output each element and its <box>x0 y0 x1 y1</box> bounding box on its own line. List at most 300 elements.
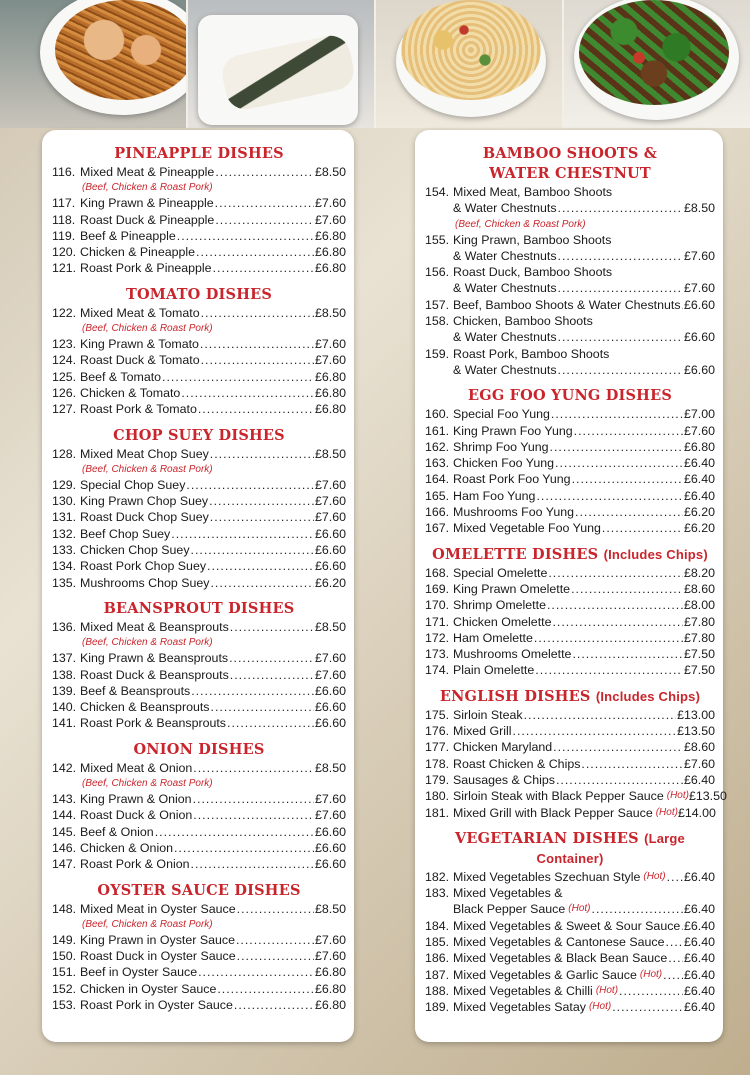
item-number-spacer <box>425 200 453 216</box>
section-title <box>52 285 346 305</box>
item-number-spacer <box>425 248 453 264</box>
item-number: 186. <box>425 951 450 966</box>
section-gap <box>52 591 346 599</box>
section-title <box>52 599 346 619</box>
dot-leader <box>524 707 677 723</box>
item-number: 181. <box>425 805 450 820</box>
dot-leader <box>209 493 314 509</box>
item-number: 161. <box>425 423 450 438</box>
menu-item-row <box>425 772 715 788</box>
item-number: 173. <box>425 647 450 662</box>
item-price: £6.40 <box>683 456 715 471</box>
item-price: £6.40 <box>683 934 715 949</box>
menu-item-row <box>52 212 346 228</box>
item-name-continued: & Water Chestnuts <box>453 362 557 377</box>
item-number: 122. <box>52 305 77 320</box>
dot-leader <box>555 455 683 471</box>
menu-item-row <box>52 244 346 260</box>
item-price: £7.50 <box>683 663 715 678</box>
section-title-text: CHOP SUEY DISHES <box>113 426 285 444</box>
item-price: £6.40 <box>683 472 715 487</box>
menu-item-row <box>52 305 346 321</box>
menu-item-row <box>425 739 715 755</box>
item-name: King Prawn, Bamboo Shoots <box>453 232 612 247</box>
spring-roll-photo <box>188 0 376 128</box>
menu-item-row <box>52 760 346 776</box>
section-subtitle: (Includes Chips) <box>603 546 708 562</box>
item-price: £6.60 <box>314 824 346 839</box>
dot-leader <box>619 983 683 999</box>
item-number: 187. <box>425 967 450 982</box>
item-number: 117. <box>52 196 76 211</box>
dot-leader <box>215 195 314 211</box>
item-name: Roast Duck, Bamboo Shoots <box>453 265 613 280</box>
section-gap <box>425 378 715 386</box>
item-number: 176. <box>425 724 450 739</box>
section-title <box>425 545 715 565</box>
dot-leader <box>211 699 314 715</box>
item-number: 169. <box>425 581 450 596</box>
item-name: Chicken & Pineapple <box>80 245 196 260</box>
menu-item-row <box>52 477 346 493</box>
item-number: 157. <box>425 297 450 312</box>
item-name: Special Omelette <box>453 565 548 580</box>
hot-label: (Hot) <box>643 870 666 882</box>
menu-item-row <box>52 195 346 211</box>
item-price: £8.50 <box>314 305 346 320</box>
menu-item-row <box>52 997 346 1013</box>
menu-item-row <box>52 964 346 980</box>
item-price: £6.80 <box>683 439 715 454</box>
item-number: 178. <box>425 756 450 771</box>
dot-leader <box>665 934 683 950</box>
dot-leader <box>234 997 314 1013</box>
spacer <box>612 264 715 280</box>
dot-leader <box>547 597 683 613</box>
item-name: Mixed Vegetables & Chilli <box>453 983 593 998</box>
dot-leader <box>198 964 314 980</box>
section-title <box>52 740 346 760</box>
item-price: £7.60 <box>314 949 346 964</box>
item-number: 165. <box>425 488 450 503</box>
dot-leader <box>548 565 683 581</box>
item-name: Mixed Meat & Beansprouts <box>80 619 229 634</box>
item-price: £6.40 <box>683 1000 715 1015</box>
menu-item-row <box>425 662 715 678</box>
item-name: Roast Duck in Oyster Sauce <box>80 949 236 964</box>
item-name: King Prawn Omelette <box>453 581 571 596</box>
item-price: £6.80 <box>314 261 346 276</box>
dot-leader <box>681 918 683 934</box>
section-title-text: OMELETTE DISHES <box>432 545 599 563</box>
item-price: £6.40 <box>683 488 715 503</box>
item-price: £7.60 <box>314 667 346 682</box>
item-name: Beef & Pineapple <box>80 228 176 243</box>
section-subtitle: (Includes Chips) <box>595 688 701 704</box>
item-name: Mixed Grill with Black Pepper Sauce <box>453 805 653 820</box>
item-name: Mixed Vegetables & Sweet & Sour Sauce <box>453 918 681 933</box>
item-number: 128. <box>52 446 77 461</box>
menu-item-row <box>52 260 346 276</box>
menu-item-row <box>52 824 346 840</box>
item-name: Mixed Vegetables Satay <box>453 1000 586 1015</box>
item-number: 119. <box>52 228 76 243</box>
dot-leader <box>181 385 314 401</box>
menu-item-row <box>425 756 715 772</box>
item-price: £6.80 <box>314 245 346 260</box>
item-price: £8.20 <box>683 565 715 580</box>
item-number: 188. <box>425 983 450 998</box>
item-price: £6.60 <box>314 857 346 872</box>
dot-leader <box>191 856 314 872</box>
item-price: £6.60 <box>314 716 346 731</box>
item-note: (Beef, Chicken & Roast Pork) <box>82 637 213 649</box>
item-name: Mixed Meat & Pineapple <box>80 165 215 179</box>
item-name-continued: & Water Chestnuts <box>453 330 557 345</box>
item-number: 153. <box>52 997 77 1012</box>
item-number: 171. <box>425 614 450 629</box>
item-name: Roast Pork & Tomato <box>80 402 197 417</box>
menu-item-continuation <box>425 329 715 345</box>
dot-leader <box>581 756 683 772</box>
item-name: Beef & Onion <box>80 824 154 839</box>
item-price: £6.60 <box>683 297 715 312</box>
item-number: 152. <box>52 981 77 996</box>
item-number: 174. <box>425 663 450 678</box>
dot-leader <box>227 715 314 731</box>
dot-leader <box>186 477 314 493</box>
item-number: 155. <box>425 232 450 247</box>
item-number: 135. <box>52 575 77 590</box>
menu-item-row <box>425 297 715 313</box>
item-number: 168. <box>425 565 450 580</box>
menu-item-row <box>425 885 715 901</box>
menu-item-row <box>425 869 715 885</box>
item-number: 172. <box>425 630 450 645</box>
item-number: 179. <box>425 772 450 787</box>
dot-leader <box>558 362 683 378</box>
section-gap <box>425 821 715 829</box>
item-name: Mixed Vegetables & Cantonese Sauce <box>453 934 665 949</box>
item-number: 175. <box>425 707 450 722</box>
item-name: Mixed Meat, Bamboo Shoots <box>453 185 613 199</box>
item-number: 151. <box>52 965 77 980</box>
item-name-continued: & Water Chestnuts <box>453 201 557 216</box>
item-name: Chicken & Tomato <box>80 385 181 400</box>
right-menu-content <box>425 144 727 1015</box>
menu-item-row <box>425 950 715 966</box>
item-price: £13.50 <box>688 789 727 804</box>
item-number: 134. <box>52 559 77 574</box>
dot-leader <box>174 840 314 856</box>
item-name: Roast Pork & Onion <box>80 857 190 872</box>
item-number: 163. <box>425 456 450 471</box>
dot-leader <box>682 297 683 313</box>
menu-item-row <box>52 901 346 917</box>
menu-item-row <box>425 439 715 455</box>
item-price: £6.80 <box>314 997 346 1012</box>
item-name: Roast Duck & Pineapple <box>80 212 215 227</box>
item-name: Chicken Maryland <box>453 740 553 755</box>
item-name: Plain Omelette <box>453 663 535 678</box>
section-title-line2: WATER CHESTNUT <box>489 165 651 182</box>
item-number: 170. <box>425 598 450 613</box>
item-price: £6.40 <box>683 869 715 884</box>
item-price: £6.80 <box>314 228 346 243</box>
section-title <box>425 687 715 707</box>
item-name: King Prawn Foo Yung <box>453 423 573 438</box>
menu-item-row <box>52 542 346 558</box>
menu-item-row <box>425 723 715 739</box>
item-name: Roast Duck & Beansprouts <box>80 667 229 682</box>
item-name: Mixed Meat Chop Suey <box>80 446 209 461</box>
section-title-text: BEANSPROUT DISHES <box>103 599 295 617</box>
item-note: (Beef, Chicken & Roast Pork) <box>82 182 213 194</box>
item-number: 125. <box>52 369 77 384</box>
dot-leader <box>193 760 314 776</box>
item-price: £8.50 <box>314 760 346 775</box>
item-number: 132. <box>52 526 77 541</box>
dot-leader <box>571 581 683 597</box>
menu-item-row <box>52 791 346 807</box>
item-note: (Beef, Chicken & Roast Pork) <box>82 323 213 335</box>
item-price: £6.20 <box>314 575 346 590</box>
item-note: (Beef, Chicken & Roast Pork) <box>82 463 213 475</box>
item-price: £8.00 <box>683 598 715 613</box>
item-name: Roast Pork in Oyster Sauce <box>80 997 233 1012</box>
dot-leader <box>663 967 683 983</box>
item-number: 148. <box>52 901 77 916</box>
item-price: £7.60 <box>683 248 715 263</box>
dot-leader <box>201 352 314 368</box>
item-price: £7.60 <box>314 477 346 492</box>
item-number: 127. <box>52 402 77 417</box>
item-price: £6.80 <box>314 385 346 400</box>
menu-item-row <box>52 840 346 856</box>
item-price: £6.80 <box>314 965 346 980</box>
item-name: Special Chop Suey <box>80 477 186 492</box>
menu-item-row <box>425 232 715 248</box>
menu-item-continuation <box>425 362 715 378</box>
item-number: 142. <box>52 760 77 775</box>
item-price: £8.60 <box>683 581 715 596</box>
item-number: 154. <box>425 185 450 199</box>
item-name: Mushrooms Omelette <box>453 647 572 662</box>
item-number: 130. <box>52 494 77 509</box>
left-menu-content <box>52 144 346 1013</box>
menu-item-row <box>52 558 346 574</box>
item-name: Sirloin Steak with Black Pepper Sauce <box>453 789 664 804</box>
item-number-spacer <box>425 901 453 917</box>
spacer <box>563 885 715 901</box>
dot-leader <box>207 558 314 574</box>
item-price: £8.50 <box>314 165 346 179</box>
item-note: (Beef, Chicken & Roast Pork) <box>455 218 586 230</box>
section-gap <box>425 537 715 545</box>
item-name: Beef Chop Suey <box>80 526 171 541</box>
menu-item-row <box>52 807 346 823</box>
item-price: £7.60 <box>314 510 346 525</box>
section-gap <box>52 277 346 285</box>
menu-item-row <box>425 614 715 630</box>
item-price: £6.80 <box>314 369 346 384</box>
menu-item-row <box>52 369 346 385</box>
item-price: £7.60 <box>314 494 346 509</box>
menu-item-row <box>52 683 346 699</box>
dot-leader <box>191 542 314 558</box>
menu-item-row <box>52 699 346 715</box>
item-name: Ham Foo Yung <box>453 488 536 503</box>
item-name: Mushrooms Foo Yung <box>453 505 574 520</box>
item-name: Mixed Meat & Tomato <box>80 305 200 320</box>
section-gap <box>52 873 346 881</box>
item-number-spacer <box>425 329 453 345</box>
item-number: 141. <box>52 716 77 731</box>
dot-leader <box>217 981 314 997</box>
item-number: 143. <box>52 792 77 807</box>
item-name: Special Foo Yung <box>453 407 550 422</box>
hot-label: (Hot) <box>655 806 678 818</box>
item-price: £6.60 <box>314 543 346 558</box>
item-name: Mixed Vegetables & <box>453 886 563 901</box>
item-price: £6.60 <box>314 683 346 698</box>
item-price: £7.60 <box>314 792 346 807</box>
dot-leader <box>552 614 683 630</box>
item-price: £7.60 <box>314 651 346 666</box>
item-price: £7.60 <box>314 212 346 227</box>
menu-item-continuation <box>425 280 715 296</box>
section-title <box>52 881 346 901</box>
menu-item-continuation <box>425 200 715 216</box>
item-name: Mixed Vegetables & Garlic Sauce <box>453 967 637 982</box>
item-price: £14.00 <box>677 805 716 820</box>
section-title-text: ENGLISH DISHES <box>439 687 591 705</box>
dot-leader <box>536 488 683 504</box>
item-name: Mixed Vegetable Foo Yung <box>453 521 601 536</box>
item-name: Sausages & Chips <box>453 772 555 787</box>
dot-leader <box>162 369 314 385</box>
hot-label: (Hot) <box>568 903 591 915</box>
item-number: 150. <box>52 949 77 964</box>
dot-leader <box>667 869 683 885</box>
section-subtitle: (Large Container) <box>536 830 685 866</box>
item-price: £8.50 <box>314 619 346 634</box>
item-name: King Prawn Chop Suey <box>80 494 209 509</box>
item-number: 156. <box>425 265 450 280</box>
item-number: 145. <box>52 824 77 839</box>
section-title-text: TOMATO DISHES <box>125 285 273 303</box>
dot-leader <box>553 739 683 755</box>
item-price: £8.50 <box>683 201 715 216</box>
item-price: £6.60 <box>314 840 346 855</box>
item-name: Chicken in Oyster Sauce <box>80 981 217 996</box>
menu-item-row <box>425 630 715 646</box>
item-price: £7.00 <box>683 407 715 422</box>
dot-leader <box>556 772 683 788</box>
hot-label: (Hot) <box>588 1001 612 1013</box>
dot-leader <box>513 723 677 739</box>
dot-leader <box>535 662 683 678</box>
dot-leader <box>602 520 683 536</box>
item-number: 133. <box>52 543 77 558</box>
item-price: £7.60 <box>314 808 346 823</box>
item-number: 120. <box>52 245 77 260</box>
item-name-continued: & Water Chestnuts <box>453 248 557 263</box>
item-price: £13.00 <box>677 707 715 722</box>
item-name: Chicken Omelette <box>453 614 552 629</box>
dot-leader <box>210 575 314 591</box>
item-price: £6.40 <box>683 967 715 982</box>
menu-item-row <box>52 650 346 666</box>
item-number: 160. <box>425 407 450 422</box>
menu-item-row <box>425 313 715 329</box>
item-number: 146. <box>52 840 77 855</box>
item-name: Sirloin Steak <box>453 707 523 722</box>
item-name: Chicken, Bamboo Shoots <box>453 314 593 329</box>
item-name: Chicken Foo Yung <box>453 456 555 471</box>
dot-leader <box>198 401 314 417</box>
menu-item-row <box>52 493 346 509</box>
dot-leader <box>191 683 314 699</box>
item-number: 162. <box>425 439 450 454</box>
section-title-text: EGG FOO YUNG DISHES <box>467 387 672 405</box>
item-name: Beef in Oyster Sauce <box>80 965 198 980</box>
dot-leader <box>558 280 683 296</box>
item-price: £7.60 <box>314 337 346 352</box>
spacer <box>611 232 715 248</box>
item-number: 124. <box>52 353 77 368</box>
item-name: Mixed Meat & Onion <box>80 760 193 775</box>
menu-item-row <box>52 401 346 417</box>
item-price: £7.60 <box>683 756 715 771</box>
section-title <box>52 144 346 164</box>
item-number: 159. <box>425 346 450 361</box>
dot-leader <box>229 650 314 666</box>
menu-item-row <box>425 597 715 613</box>
item-number: 185. <box>425 934 450 949</box>
item-number: 183. <box>425 886 450 901</box>
dot-leader <box>575 504 683 520</box>
spacer <box>609 346 715 362</box>
item-name: Beef, Bamboo Shoots & Water Chestnuts <box>453 297 681 312</box>
item-name: King Prawn & Tomato <box>80 337 199 352</box>
item-price: £7.50 <box>683 647 715 662</box>
dot-leader <box>558 248 683 264</box>
section-gap <box>52 418 346 426</box>
item-price: £6.60 <box>683 362 715 377</box>
item-name: Roast Pork Chop Suey <box>80 559 207 574</box>
item-price: £6.20 <box>683 505 715 520</box>
dot-leader <box>551 406 683 422</box>
dot-leader <box>155 824 314 840</box>
dot-leader <box>230 619 314 635</box>
item-name: Roast Duck & Tomato <box>80 353 200 368</box>
food-photo-strip <box>0 0 750 128</box>
item-name-continued: & Water Chestnuts <box>453 281 557 296</box>
item-price: £7.80 <box>683 614 715 629</box>
hot-label: (Hot) <box>595 984 619 996</box>
item-number: 138. <box>52 667 77 682</box>
dot-leader <box>572 471 683 487</box>
item-price: £6.40 <box>683 918 715 933</box>
item-price: £6.60 <box>314 526 346 541</box>
dot-leader <box>196 244 314 260</box>
item-number-spacer <box>425 362 453 378</box>
menu-item-row <box>52 385 346 401</box>
item-number: 140. <box>52 700 77 715</box>
item-price: £7.80 <box>683 630 715 645</box>
dot-leader <box>237 948 314 964</box>
